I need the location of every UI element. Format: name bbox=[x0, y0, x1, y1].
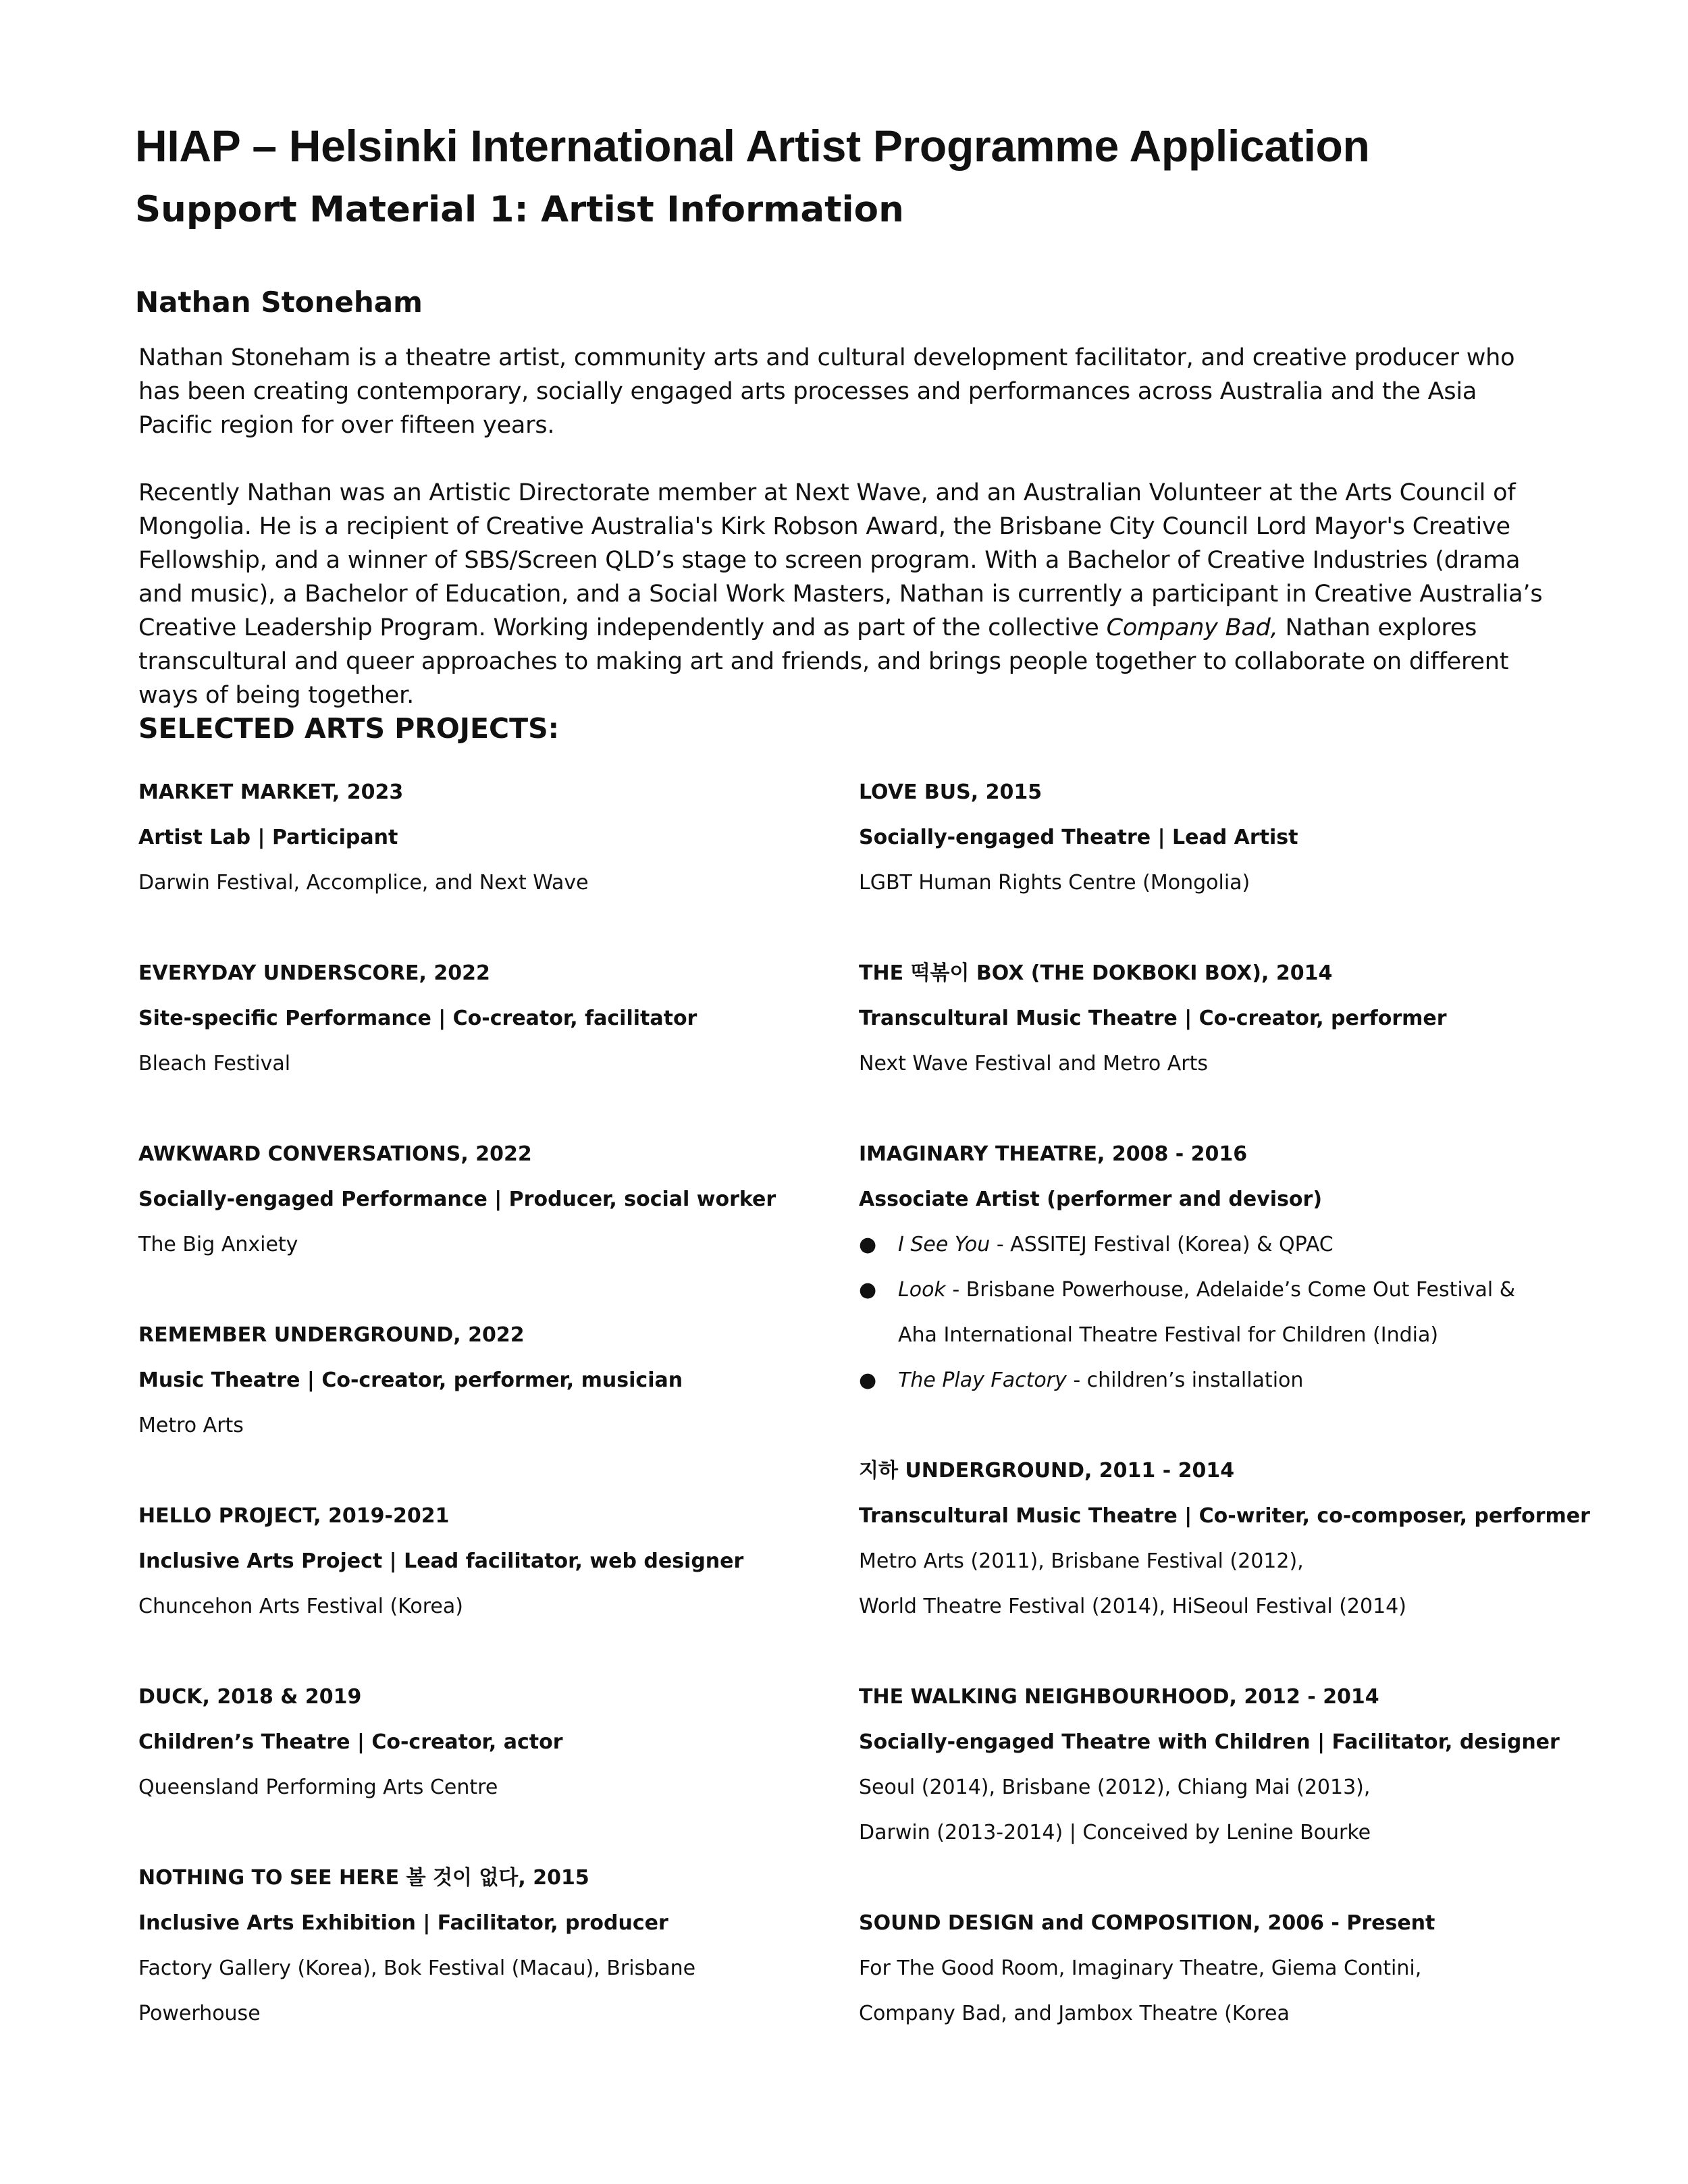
project-imaginary-theatre bbox=[859, 1131, 1635, 1403]
project-detail: Chuncehon Arts Festival (Korea) bbox=[138, 1595, 463, 1618]
bullet-item bbox=[859, 1267, 1635, 1312]
project-title: REMEMBER UNDERGROUND, 2022 bbox=[138, 1323, 525, 1347]
work-title: I See You bbox=[898, 1233, 991, 1256]
project-detail: World Theatre Festival (2014), HiSeoul Festival (2014) bbox=[859, 1595, 1406, 1618]
project-role: Transcultural Music Theatre | Co-creator, performer bbox=[859, 1007, 1447, 1030]
project-duck bbox=[138, 1674, 841, 1810]
artist-bio-paragraph-2 bbox=[138, 476, 1543, 712]
project-love-bus bbox=[859, 770, 1635, 905]
project-detail: The Big Anxiety bbox=[138, 1233, 298, 1256]
project-detail: Metro Arts (2011), Brisbane Festival (2012), bbox=[859, 1549, 1304, 1573]
project-detail: Company Bad, and Jambox Theatre (Korea bbox=[859, 2002, 1290, 2025]
project-detail: Queensland Performing Arts Centre bbox=[138, 1776, 498, 1799]
bullet-icon: ● bbox=[859, 1233, 877, 1256]
project-title: NOTHING TO SEE HERE 볼 것이 없다, 2015 bbox=[138, 1866, 589, 1890]
artist-name: Nathan Stoneham bbox=[135, 286, 423, 319]
page-title: HIAP – Helsinki International Artist Programme Application bbox=[135, 121, 1370, 171]
project-title: DUCK, 2018 & 2019 bbox=[138, 1685, 362, 1709]
project-everyday-underscore bbox=[138, 951, 841, 1086]
project-title: THE 떡볶이 BOX (THE DOKBOKI BOX), 2014 bbox=[859, 961, 1333, 985]
project-detail: Metro Arts bbox=[138, 1414, 244, 1437]
project-title: HELLO PROJECT, 2019-2021 bbox=[138, 1504, 450, 1528]
work-detail: - children’s installation bbox=[1066, 1368, 1304, 1392]
project-dokboki-box bbox=[859, 951, 1635, 1086]
project-detail: Factory Gallery (Korea), Bok Festival (Macau), Brisbane bbox=[138, 1956, 696, 1980]
project-walking-neighbourhood bbox=[859, 1674, 1635, 1855]
projects-left-column bbox=[138, 770, 841, 2081]
bullet-continuation: Aha International Theatre Festival for Children (India) bbox=[898, 1323, 1439, 1347]
bullet-icon: ● bbox=[859, 1368, 877, 1392]
project-market-market bbox=[138, 770, 841, 905]
project-detail: LGBT Human Rights Centre (Mongolia) bbox=[859, 871, 1250, 895]
project-role: Children’s Theatre | Co-creator, actor bbox=[138, 1730, 563, 1754]
bullet-icon: ● bbox=[859, 1278, 877, 1302]
project-detail: For The Good Room, Imaginary Theatre, Giema Contini, bbox=[859, 1956, 1422, 1980]
page-subtitle: Support Material 1: Artist Information bbox=[135, 189, 904, 230]
work-detail: - ASSITEJ Festival (Korea) & QPAC bbox=[990, 1233, 1334, 1256]
project-role: Transcultural Music Theatre | Co-writer, co-composer, performer bbox=[859, 1504, 1590, 1528]
bio-text-part-1: Recently Nathan was an Artistic Directorate member at Next Wave, and an Australian Volunteer at the Arts Council of Mongolia. He is a recipient of Creative Australia's Kirk Robson Award, the Brisbane City Council Lord Mayor's Creative Fellowship, and a winner of SBS/Screen QLD’s stage to screen program. With a Bachelor of Creative Industries (drama and music), a Bachelor of Education, and a Social Work Masters, Nathan is currently a participant in Creative Australia’s Creative Leadership Program. Working independently and as part of the collective bbox=[138, 479, 1543, 641]
project-role: Artist Lab | Participant bbox=[138, 826, 398, 849]
project-role: Socially-engaged Theatre | Lead Artist bbox=[859, 826, 1298, 849]
project-hello-project bbox=[138, 1493, 841, 1629]
bio-collective-name: Company Bad, bbox=[1106, 614, 1278, 641]
project-title: AWKWARD CONVERSATIONS, 2022 bbox=[138, 1142, 532, 1166]
project-remember-underground bbox=[138, 1312, 841, 1448]
project-detail: Bleach Festival bbox=[138, 1052, 291, 1075]
project-title: MARKET MARKET, 2023 bbox=[138, 780, 404, 804]
project-role: Site-specific Performance | Co-creator, facilitator bbox=[138, 1007, 697, 1030]
bullet-item bbox=[859, 1222, 1635, 1267]
project-detail: Darwin (2013-2014) | Conceived by Lenine Bourke bbox=[859, 1821, 1371, 1844]
project-title: 지하 UNDERGROUND, 2011 - 2014 bbox=[859, 1459, 1235, 1483]
project-awkward-conversations bbox=[138, 1131, 841, 1267]
project-title: EVERYDAY UNDERSCORE, 2022 bbox=[138, 961, 490, 985]
artist-bio-paragraph-1: Nathan Stoneham is a theatre artist, community arts and cultural development facilitator, and creative producer who has been creating contemporary, socially engaged arts processes and performances across Australia and the Asia Pacific region for over fifteen years. bbox=[138, 344, 1515, 439]
project-detail: Seoul (2014), Brisbane (2012), Chiang Mai (2013), bbox=[859, 1776, 1371, 1799]
work-title: Look bbox=[898, 1278, 946, 1302]
project-role: Music Theatre | Co-creator, performer, musician bbox=[138, 1368, 683, 1392]
projects-right-column bbox=[859, 770, 1635, 2081]
project-detail: Powerhouse bbox=[138, 2002, 261, 2025]
project-role: Inclusive Arts Exhibition | Facilitator, producer bbox=[138, 1911, 668, 1935]
project-nothing-to-see-here bbox=[138, 1855, 841, 2036]
project-jiha-underground bbox=[859, 1448, 1635, 1629]
project-role: Socially-engaged Theatre with Children | Facilitator, designer bbox=[859, 1730, 1560, 1754]
project-title: SOUND DESIGN and COMPOSITION, 2006 - Present bbox=[859, 1911, 1435, 1935]
project-role: Inclusive Arts Project | Lead facilitator, web designer bbox=[138, 1549, 744, 1573]
project-title: IMAGINARY THEATRE, 2008 - 2016 bbox=[859, 1142, 1248, 1166]
projects-heading: SELECTED ARTS PROJECTS: bbox=[138, 712, 559, 745]
work-detail: - Brisbane Powerhouse, Adelaide’s Come Out Festival & bbox=[945, 1278, 1516, 1302]
bullet-item bbox=[859, 1358, 1635, 1403]
project-detail: Darwin Festival, Accomplice, and Next Wave bbox=[138, 871, 589, 895]
project-title: LOVE BUS, 2015 bbox=[859, 780, 1043, 804]
project-role: Socially-engaged Performance | Producer, social worker bbox=[138, 1188, 776, 1211]
project-title: THE WALKING NEIGHBOURHOOD, 2012 - 2014 bbox=[859, 1685, 1379, 1709]
project-sound-design bbox=[859, 1900, 1635, 2036]
work-title: The Play Factory bbox=[898, 1368, 1067, 1392]
project-detail: Next Wave Festival and Metro Arts bbox=[859, 1052, 1209, 1075]
bio-text-part-2: Nathan explores transcultural and queer approaches to making art and friends, and brings people together to collaborate on different ways of being together. bbox=[138, 614, 1509, 709]
project-role: Associate Artist (performer and devisor) bbox=[859, 1188, 1323, 1211]
